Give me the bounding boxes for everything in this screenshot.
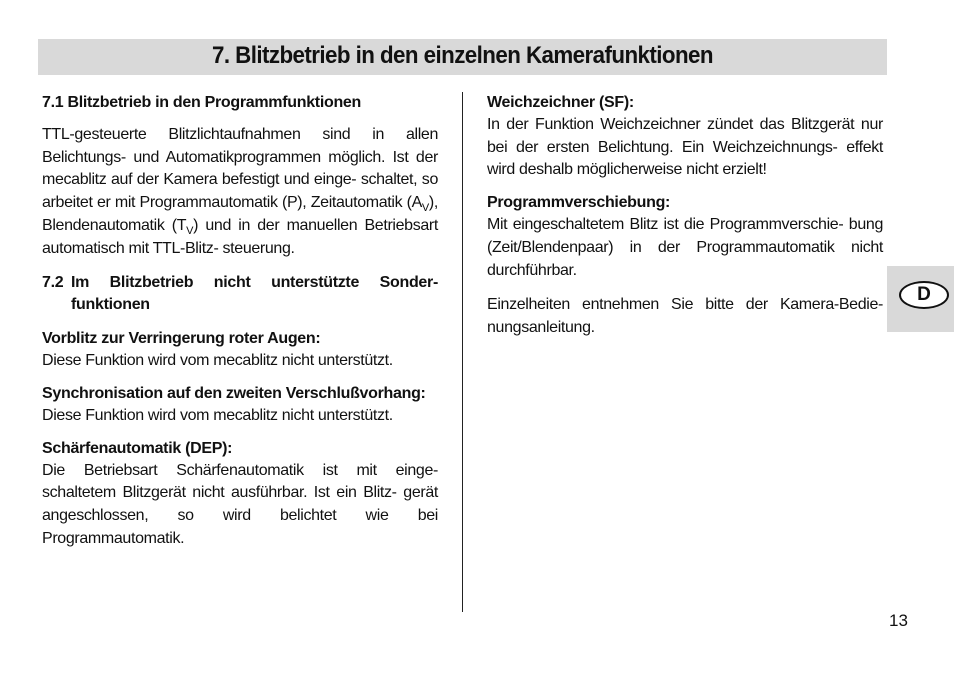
softfocus-heading: Weichzeichner (SF): (487, 94, 634, 111)
language-tab (887, 266, 954, 332)
section-7-1-text-part3: ) und in der manuellen Betriebsart automatisch mit TTL-Blitz- steuerung. (42, 216, 439, 257)
page-title: 7. Blitzbetrieb in den einzelnen Kamerafunktionen (211, 42, 713, 69)
manual-reference-text: Einzelheiten entnehmen Sie bitte der Kamera-Bedie- nungsanleitung. (487, 296, 883, 336)
vorblitz-text: Diese Funktion wird vom mecablitz nicht unterstützt. (42, 352, 393, 370)
sync-heading: Synchronisation auf den zweiten Verschlußvorhang: (42, 384, 426, 402)
left-column (42, 92, 438, 550)
sync-text: Diese Funktion wird vom mecablitz nicht unterstützt. (42, 406, 393, 424)
section-7-2-title: Im Blitzbetrieb nicht unterstützte Sonder- funktionen (71, 274, 438, 314)
subscript-tv: V (186, 224, 194, 237)
section-7-1-heading: 7.1 Blitzbetrieb in den Programmfunktionen (42, 94, 361, 111)
program-shift-text: Mit eingeschaltetem Blitz ist die Programmverschie- bung (Zeit/Blendenpaar) in der Programmautomatik nicht durchführbar. (487, 216, 883, 279)
language-badge: D (899, 281, 949, 309)
section-7-1-text (42, 124, 438, 260)
program-shift-heading: Programmverschiebung: (487, 194, 671, 212)
page-number: 13 (889, 611, 908, 630)
dep-heading: Schärfenautomatik (DEP): (42, 439, 233, 457)
column-divider (462, 92, 463, 612)
section-7-1-text-part1: TTL-gesteuerte Blitzlichtaufnahmen sind in allen Belichtungs- und Automatikprogrammen möglich. Ist der mecablitz auf der Kamera befestigt und einge- schaltet, so arbeitet er mit Programmautomatik (P), Zeitautomatik (A (42, 126, 438, 212)
right-column (487, 92, 883, 340)
section-7-2-number: 7.2 (42, 274, 64, 292)
title-bar (38, 39, 887, 75)
dep-text: Die Betriebsart Schärfenautomatik ist mit einge- schaltetem Blitzgerät nicht ausführbar. Ist ein Blitz- gerät angeschlossen, so wird belichtet wie bei Programmautomatik. (42, 461, 438, 547)
subscript-av: V (421, 202, 429, 215)
softfocus-text: In der Funktion Weichzeichner zündet das Blitzgerät nur bei der ersten Belichtung. Ein Weichzeichnungs- effekt wird deshalb möglicherweise nicht erzielt! (487, 116, 883, 179)
section-7-2-heading (42, 272, 438, 316)
section-7-1-text-part2: ), Blendenautomatik (T (42, 194, 438, 234)
vorblitz-heading: Vorblitz zur Verringerung roter Augen: (42, 330, 321, 348)
